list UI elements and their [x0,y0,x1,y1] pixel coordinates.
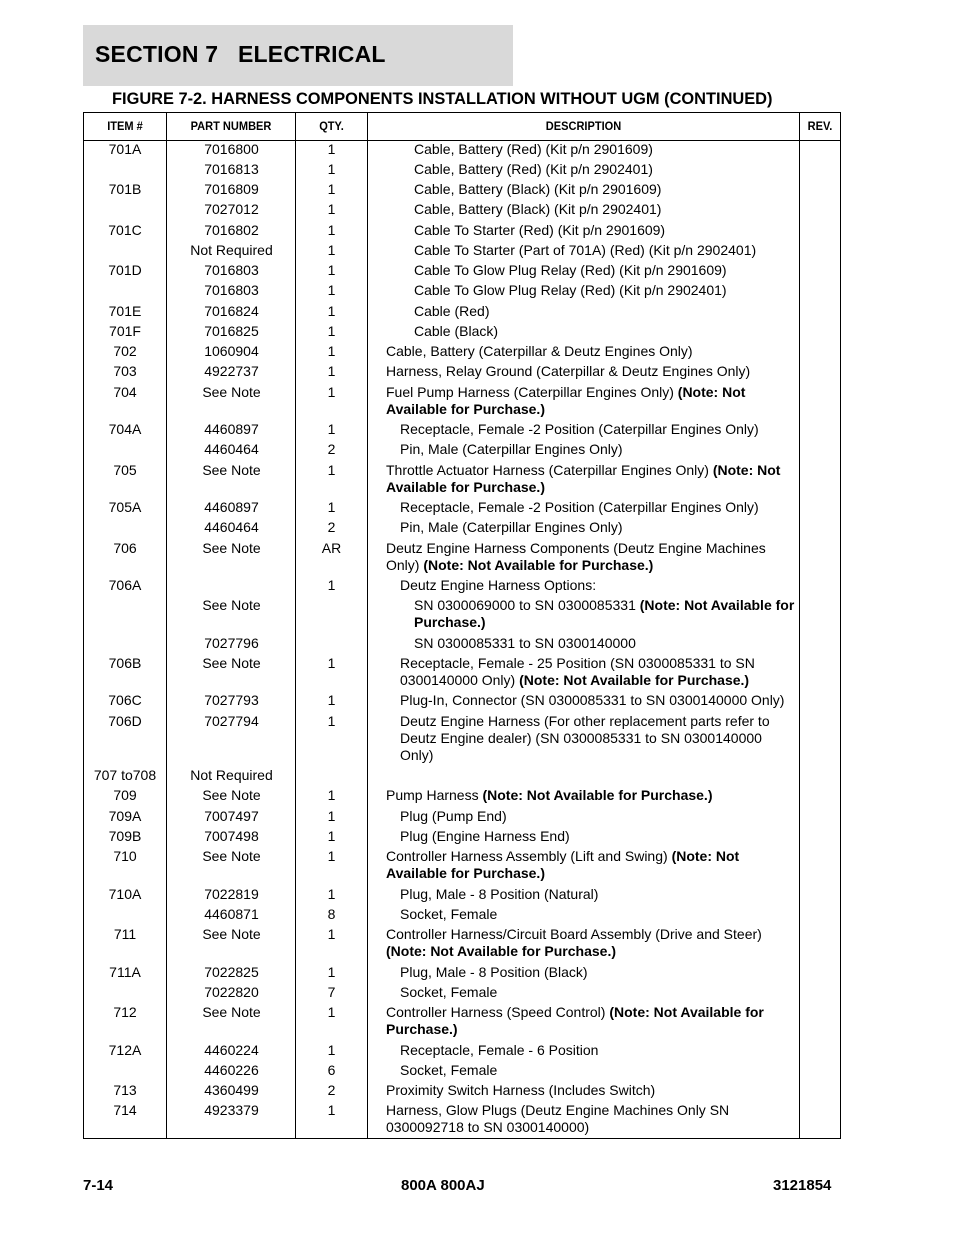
description [414,262,798,279]
availability-note: (Note: Not Available for Purchase.) [414,597,795,630]
item-number: 701A [108,141,142,157]
part-number: 4360499 [204,1082,259,1098]
quantity: 2 [327,441,336,457]
description-text: Cable (Red) [414,303,490,319]
description [386,926,796,960]
part-number: 4922737 [204,363,259,379]
quantity: 1 [327,964,336,980]
description [386,1082,796,1099]
part-number: 7016813 [204,161,259,177]
part-number: 7022820 [204,984,259,1000]
description-text: Cable To Glow Plug Relay (Red) (Kit p/n 2902401) [414,282,727,298]
part-number: 7016809 [204,181,259,197]
description [400,713,796,764]
description-text: Cable, Battery (Black) (Kit p/n 2902401) [414,201,662,217]
description-text: Harness, Relay Ground (Caterpillar & Deutz Engines Only) [386,363,751,379]
description-text: Plug-In, Connector (SN 0300085331 to SN 0300140000 Only) [400,692,785,708]
part-number: 7016802 [204,222,259,238]
quantity: 1 [327,1102,336,1118]
part-number: 4460464 [204,519,259,535]
item-number: 704 [113,384,137,400]
item-number: 701B [108,181,142,197]
part-number: 1060904 [204,343,259,359]
description [386,363,796,380]
parts-table [83,112,841,1139]
quantity: 1 [327,161,336,177]
item-number: 710 [113,848,137,864]
description-text: Cable To Glow Plug Relay (Red) (Kit p/n 2901609) [414,262,727,278]
part-number: See Note [202,848,261,864]
quantity: 1 [327,141,336,157]
part-number: 7027793 [204,692,259,708]
availability-note: (Note: Not Available for Purchase.) [386,384,746,417]
description-text: Receptacle, Female -2 Position (Caterpillar Engines Only) [400,421,759,437]
footer-doc-number: 3121854 [773,1177,832,1194]
part-number: 7016803 [204,262,259,278]
description-text: Cable To Starter (Part of 701A) (Red) (Kit p/n 2902401) [414,242,757,258]
part-number: See Note [202,787,261,803]
header-qty: QTY. [319,119,344,133]
quantity: 1 [327,787,336,803]
description [400,519,796,536]
item-number: 714 [113,1102,137,1118]
quantity: 1 [327,181,336,197]
availability-note: (Note: Not Available for Purchase.) [386,1004,764,1037]
description-text: Socket, Female [400,1062,498,1078]
item-number: 707 to708 [93,767,157,783]
part-number: See Note [202,926,261,942]
description-text: Plug, Male - 8 Position (Black) [400,964,588,980]
description-text: Socket, Female [400,984,498,1000]
part-number: Not Required [190,242,273,258]
part-number: 7007498 [204,828,259,844]
availability-note: (Note: Not Available for Purchase.) [423,557,654,573]
part-number: 7022825 [204,964,259,980]
quantity: 1 [327,577,336,593]
item-number: 701C [108,222,142,238]
quantity: 1 [327,363,336,379]
footer-page-number: 7-14 [83,1177,114,1194]
part-number: 4460226 [204,1062,259,1078]
description-text: Deutz Engine Harness Options: [400,577,597,593]
quantity: 1 [327,848,336,864]
description [414,242,798,259]
description [400,421,796,438]
quantity: 1 [327,692,336,708]
part-number: Not Required [190,767,273,783]
description [400,692,796,709]
quantity: 1 [327,886,336,902]
description [386,1102,796,1136]
description-text: Cable, Battery (Red) (Kit p/n 2902401) [414,161,653,177]
item-number: 712A [108,1042,142,1058]
description-text: Receptacle, Female - 6 Position [400,1042,599,1058]
description-text: Plug (Engine Harness End) [400,828,570,844]
item-number: 701E [108,303,142,319]
quantity: 1 [327,1004,336,1020]
footer-model: 800A 800AJ [401,1177,485,1194]
description [386,462,796,496]
description [414,201,798,218]
part-number: 7022819 [204,886,259,902]
quantity: 7 [327,984,336,1000]
description-text: Cable To Starter (Red) (Kit p/n 2901609) [414,222,666,238]
quantity: 1 [327,499,336,515]
item-number: 713 [113,1082,137,1098]
description [386,1004,796,1038]
description [414,181,798,198]
part-number: 7016800 [204,141,259,157]
description-text: Controller Harness/Circuit Board Assembly (Drive and Steer) [386,926,762,942]
quantity: 1 [327,655,336,671]
quantity: 1 [327,222,336,238]
availability-note: (Note: Not Available for Purchase.) [482,787,713,803]
part-number: 4923379 [204,1102,259,1118]
quantity: 6 [327,1062,336,1078]
description [386,343,796,360]
quantity: 1 [327,323,336,339]
part-number: 7016824 [204,303,259,319]
quantity: 1 [327,262,336,278]
description-text: Cable (Black) [414,323,499,339]
header-item: ITEM # [107,119,143,133]
description [414,222,798,239]
section-banner [83,25,513,86]
part-number: See Note [202,597,261,613]
availability-note: (Note: Not Available for Purchase.) [386,462,781,495]
description [414,161,798,178]
item-number: 709 [113,787,137,803]
description [400,441,796,458]
part-number: See Note [202,1004,261,1020]
description [414,303,798,320]
quantity: 8 [327,906,336,922]
item-number: 704A [108,421,142,437]
item-number: 703 [113,363,137,379]
header-description: DESCRIPTION [545,119,622,133]
description-text: Fuel Pump Harness (Caterpillar Engines Only) [386,384,678,400]
description-text: Controller Harness Assembly (Lift and Swing) [386,848,672,864]
description [386,787,796,804]
quantity: 1 [327,421,336,437]
description [400,828,796,845]
quantity: 2 [327,519,336,535]
part-number: 4460897 [204,499,259,515]
item-number: 709A [108,808,142,824]
part-number: 4460464 [204,441,259,457]
description [400,984,796,1001]
item-number: 710A [108,886,142,902]
item-number: 702 [113,343,137,359]
description [400,886,796,903]
part-number: 7016825 [204,323,259,339]
quantity: 1 [327,828,336,844]
part-number: See Note [202,655,261,671]
item-number: 705 [113,462,137,478]
description [414,635,798,652]
quantity: 1 [327,926,336,942]
item-number: 706B [108,655,142,671]
item-number: 711A [109,964,141,980]
description [414,597,798,631]
item-number: 706A [108,577,142,593]
quantity: 2 [327,1082,336,1098]
part-number: 7027794 [204,713,259,729]
part-number: 7007497 [204,808,259,824]
description-text: Receptacle, Female -2 Position (Caterpillar Engines Only) [400,499,759,515]
availability-note: (Note: Not Available for Purchase.) [519,672,750,688]
description-text: Throttle Actuator Harness (Caterpillar Engines Only) [386,462,713,478]
figure-title: FIGURE 7-2. HARNESS COMPONENTS INSTALLATION WITHOUT UGM (CONTINUED) [112,90,773,108]
description-text: Pin, Male (Caterpillar Engines Only) [400,519,623,535]
description-text: Cable, Battery (Black) (Kit p/n 2901609) [414,181,662,197]
description-text: Plug (Pump End) [400,808,507,824]
part-number: 7027012 [204,201,259,217]
part-number: 4460871 [204,906,259,922]
column-divider [799,113,800,1138]
description [386,848,796,882]
description [400,1062,796,1079]
quantity: 1 [327,242,336,258]
description-text: Deutz Engine Harness Components (Deutz Engine Machines Only) [386,540,766,573]
part-number: See Note [202,462,261,478]
item-number: 706 [113,540,137,556]
description-text: Pin, Male (Caterpillar Engines Only) [400,441,623,457]
description [400,577,796,594]
description-text: Pump Harness [386,787,483,803]
description-text: SN 0300085331 to SN 0300140000 [414,635,636,651]
description-text: Cable, Battery (Red) (Kit p/n 2901609) [414,141,653,157]
section-title: SECTION 7 ELECTRICAL [95,41,386,67]
description-text: Plug, Male - 8 Position (Natural) [400,886,599,902]
item-number: 709B [108,828,142,844]
item-number: 705A [108,499,142,515]
quantity: 1 [327,343,336,359]
quantity: AR [321,540,342,556]
description [414,282,798,299]
quantity: 1 [327,713,336,729]
part-number: 7027796 [204,635,259,651]
availability-note: (Note: Not Available for Purchase.) [386,943,617,959]
quantity: 1 [327,384,336,400]
description [400,808,796,825]
description-text: Socket, Female [400,906,498,922]
description-text: Harness, Glow Plugs (Deutz Engine Machines Only SN 0300092718 to SN 0300140000) [386,1102,730,1135]
availability-note: (Note: Not Available for Purchase.) [386,848,740,881]
item-number: 712 [113,1004,137,1020]
item-number: 701D [108,262,142,278]
description [414,141,798,158]
quantity: 1 [327,303,336,319]
description [414,323,798,340]
column-divider [367,113,368,1138]
quantity: 1 [327,282,336,298]
header-rev: REV. [807,119,833,133]
description-text: Receptacle, Female - 25 Position (SN 0300085331 to SN 0300140000 Only) [400,655,755,688]
description-text: Deutz Engine Harness (For other replacement parts refer to Deutz Engine dealer) (SN 0300085331 to SN 0300140000 Only) [400,713,770,763]
description-text: Cable, Battery (Caterpillar & Deutz Engines Only) [386,343,693,359]
item-number: 711 [113,926,137,942]
description [400,964,796,981]
item-number: 706C [108,692,142,708]
description [386,540,796,574]
part-number: 7016803 [204,282,259,298]
quantity: 1 [327,462,336,478]
description [386,384,796,418]
part-number: See Note [202,540,261,556]
part-number: See Note [202,384,261,400]
item-number: 706D [108,713,142,729]
description [400,906,796,923]
quantity: 1 [327,1042,336,1058]
description [400,1042,796,1059]
part-number: 4460897 [204,421,259,437]
quantity: 1 [327,201,336,217]
header-part-number: PART NUMBER [190,119,272,133]
description [400,499,796,516]
part-number: 4460224 [204,1042,259,1058]
quantity: 1 [327,808,336,824]
description-text: Proximity Switch Harness (Includes Switch) [386,1082,656,1098]
item-number: 701F [109,323,141,339]
description [400,655,796,689]
description-text: Controller Harness (Speed Control) [386,1004,610,1020]
description-text: SN 0300069000 to SN 0300085331 [414,597,640,613]
